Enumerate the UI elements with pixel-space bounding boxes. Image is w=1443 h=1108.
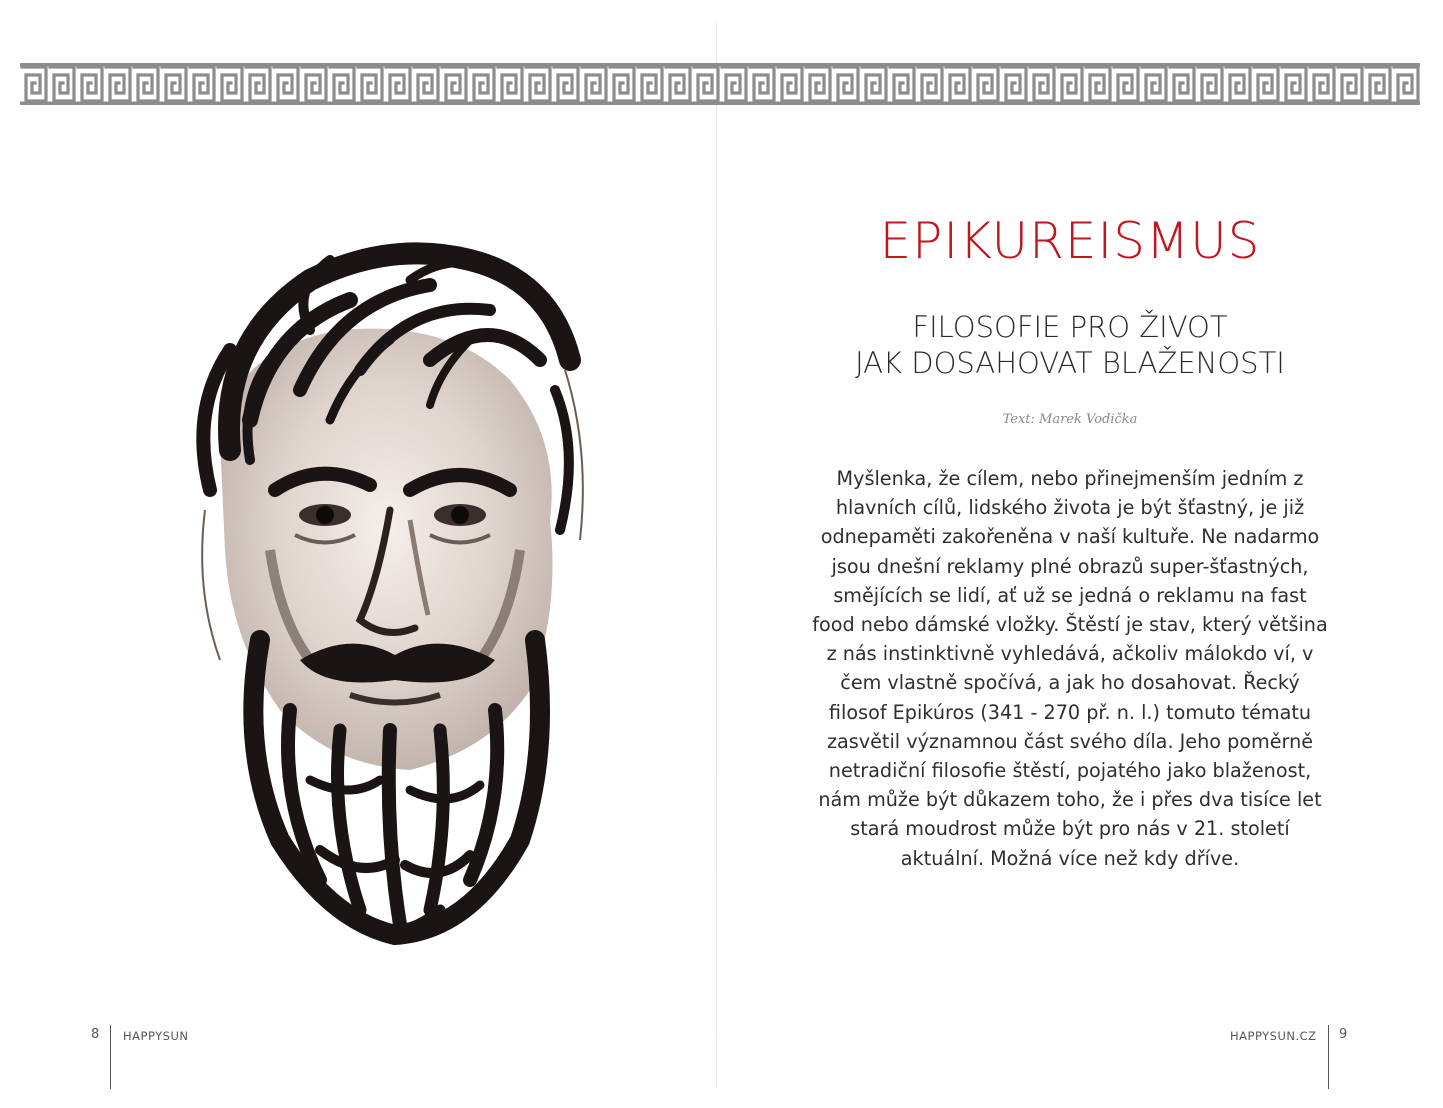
- charcoal-portrait-epicurus: [110, 190, 670, 1010]
- right-page: [760, 0, 1380, 1108]
- article-subtitle: [760, 309, 1380, 381]
- magazine-name-left: HAPPYSUN: [123, 1029, 189, 1043]
- page-gutter: [716, 20, 717, 1088]
- article-byline: Text: Marek Vodička: [1002, 412, 1138, 427]
- article-title: EPIKUREISMUS: [879, 212, 1261, 270]
- footer-divider-right: [1328, 1025, 1329, 1089]
- page-number-left: 8: [91, 1027, 100, 1042]
- subtitle-line-2: JAK DOSAHOVAT BLAŽENOSTI: [855, 346, 1285, 380]
- footer-divider-left: [110, 1025, 111, 1089]
- magazine-name-right: HAPPYSUN.CZ: [1230, 1029, 1317, 1043]
- subtitle-line-1: FILOSOFIE PRO ŽIVOT: [912, 310, 1228, 344]
- page-number-right: 9: [1339, 1027, 1348, 1042]
- article-body: Myšlenka, že cílem, nebo přinejmenším jedním z hlavních cílů, lidského života je být šťastný, je již odnepaměti zakořeněna v naší kultuře. Ne nadarmo jsou dnešní reklamy plné obrazů super-šťastných, smějících se lidí, ať už se jedná o reklamu na fast food nebo dámské vložky. Štěstí je stav, který většina z nás instinktivně vyhledává, ačkoliv málokdo ví, v čem vlastně spočívá, a jak ho dosahovat. Řecký filosof Epikúros (341 - 270 př. n. l.) tomuto tématu zasvětil významnou část svého díla. Jeho poměrně netradiční filosofie štěstí, pojatého jako blaženost, nám může být důkazem toho, že i přes dva tisíce let stará moudrost může být pro nás v 21. století aktuální. Možná více než kdy dříve.: [812, 467, 1328, 870]
